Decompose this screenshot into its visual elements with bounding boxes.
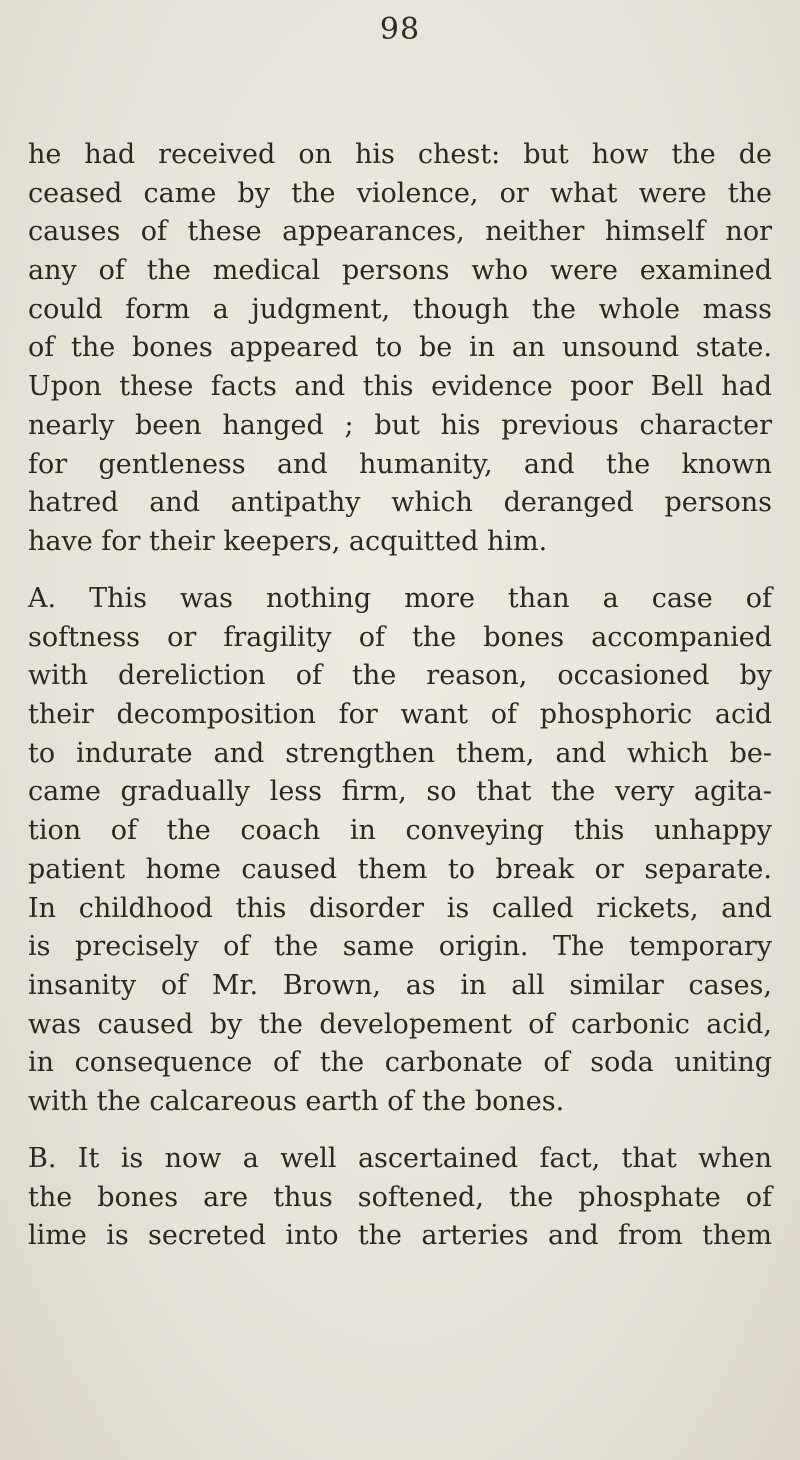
text-line: A. This was nothing more than a case of [28, 583, 772, 614]
text-line: insanity of Mr. Brown, as in all similar cases, [28, 969, 772, 1001]
text-line: to indurate and strengthen them, and which be- [28, 737, 772, 769]
page-number: 98 [379, 12, 421, 47]
text-line: he had received on his chest: but how the de [28, 139, 772, 170]
paragraph-1 [28, 136, 772, 562]
text-line: have for their keepers, acquitted him. [28, 525, 548, 557]
text-line: of the bones appeared to be in an unsound state. [28, 332, 772, 364]
text-line: with dereliction of the reason, occasioned by [28, 660, 772, 692]
text-line: Upon these facts and this evidence poor Bell had [28, 371, 772, 403]
text-line: came gradually less firm, so that the very agita- [28, 776, 772, 808]
text-line: hatred and antipathy which deranged persons [28, 487, 772, 519]
text-line: B. It is now a well ascertained fact, that when [28, 1143, 772, 1174]
text-line: could form a judgment, though the whole mass [28, 293, 772, 325]
text-line: was caused by the developement of carbonic acid, [28, 1008, 772, 1040]
paragraph-2 [28, 580, 772, 1122]
text-line: softness or fragility of the bones accompanied [28, 621, 772, 653]
text-line: any of the medical persons who were examined [28, 255, 772, 287]
text-line: In childhood this disorder is called rickets, and [28, 892, 772, 924]
text-line: patient home caused them to break or separate. [28, 853, 772, 885]
text-line: in consequence of the carbonate of soda uniting [28, 1047, 772, 1079]
text-line: nearly been hanged ; but his previous character [28, 409, 772, 441]
paragraph-3 [28, 1140, 772, 1256]
text-line: causes of these appearances, neither himself nor [28, 216, 772, 248]
text-line: their decomposition for want of phosphoric acid [28, 699, 772, 731]
text-line: tion of the coach in conveying this unhappy [28, 815, 772, 847]
text-line: the bones are thus softened, the phosphate of [28, 1181, 772, 1213]
text-line: is precisely of the same origin. The temporary [28, 931, 772, 963]
text-line: with the calcareous earth of the bones. [28, 1085, 565, 1117]
text-line: ceased came by the violence, or what were the [28, 177, 772, 209]
text-line: lime is secreted into the arteries and from them [28, 1220, 772, 1252]
text-line: for gentleness and humanity, and the known [28, 448, 772, 480]
